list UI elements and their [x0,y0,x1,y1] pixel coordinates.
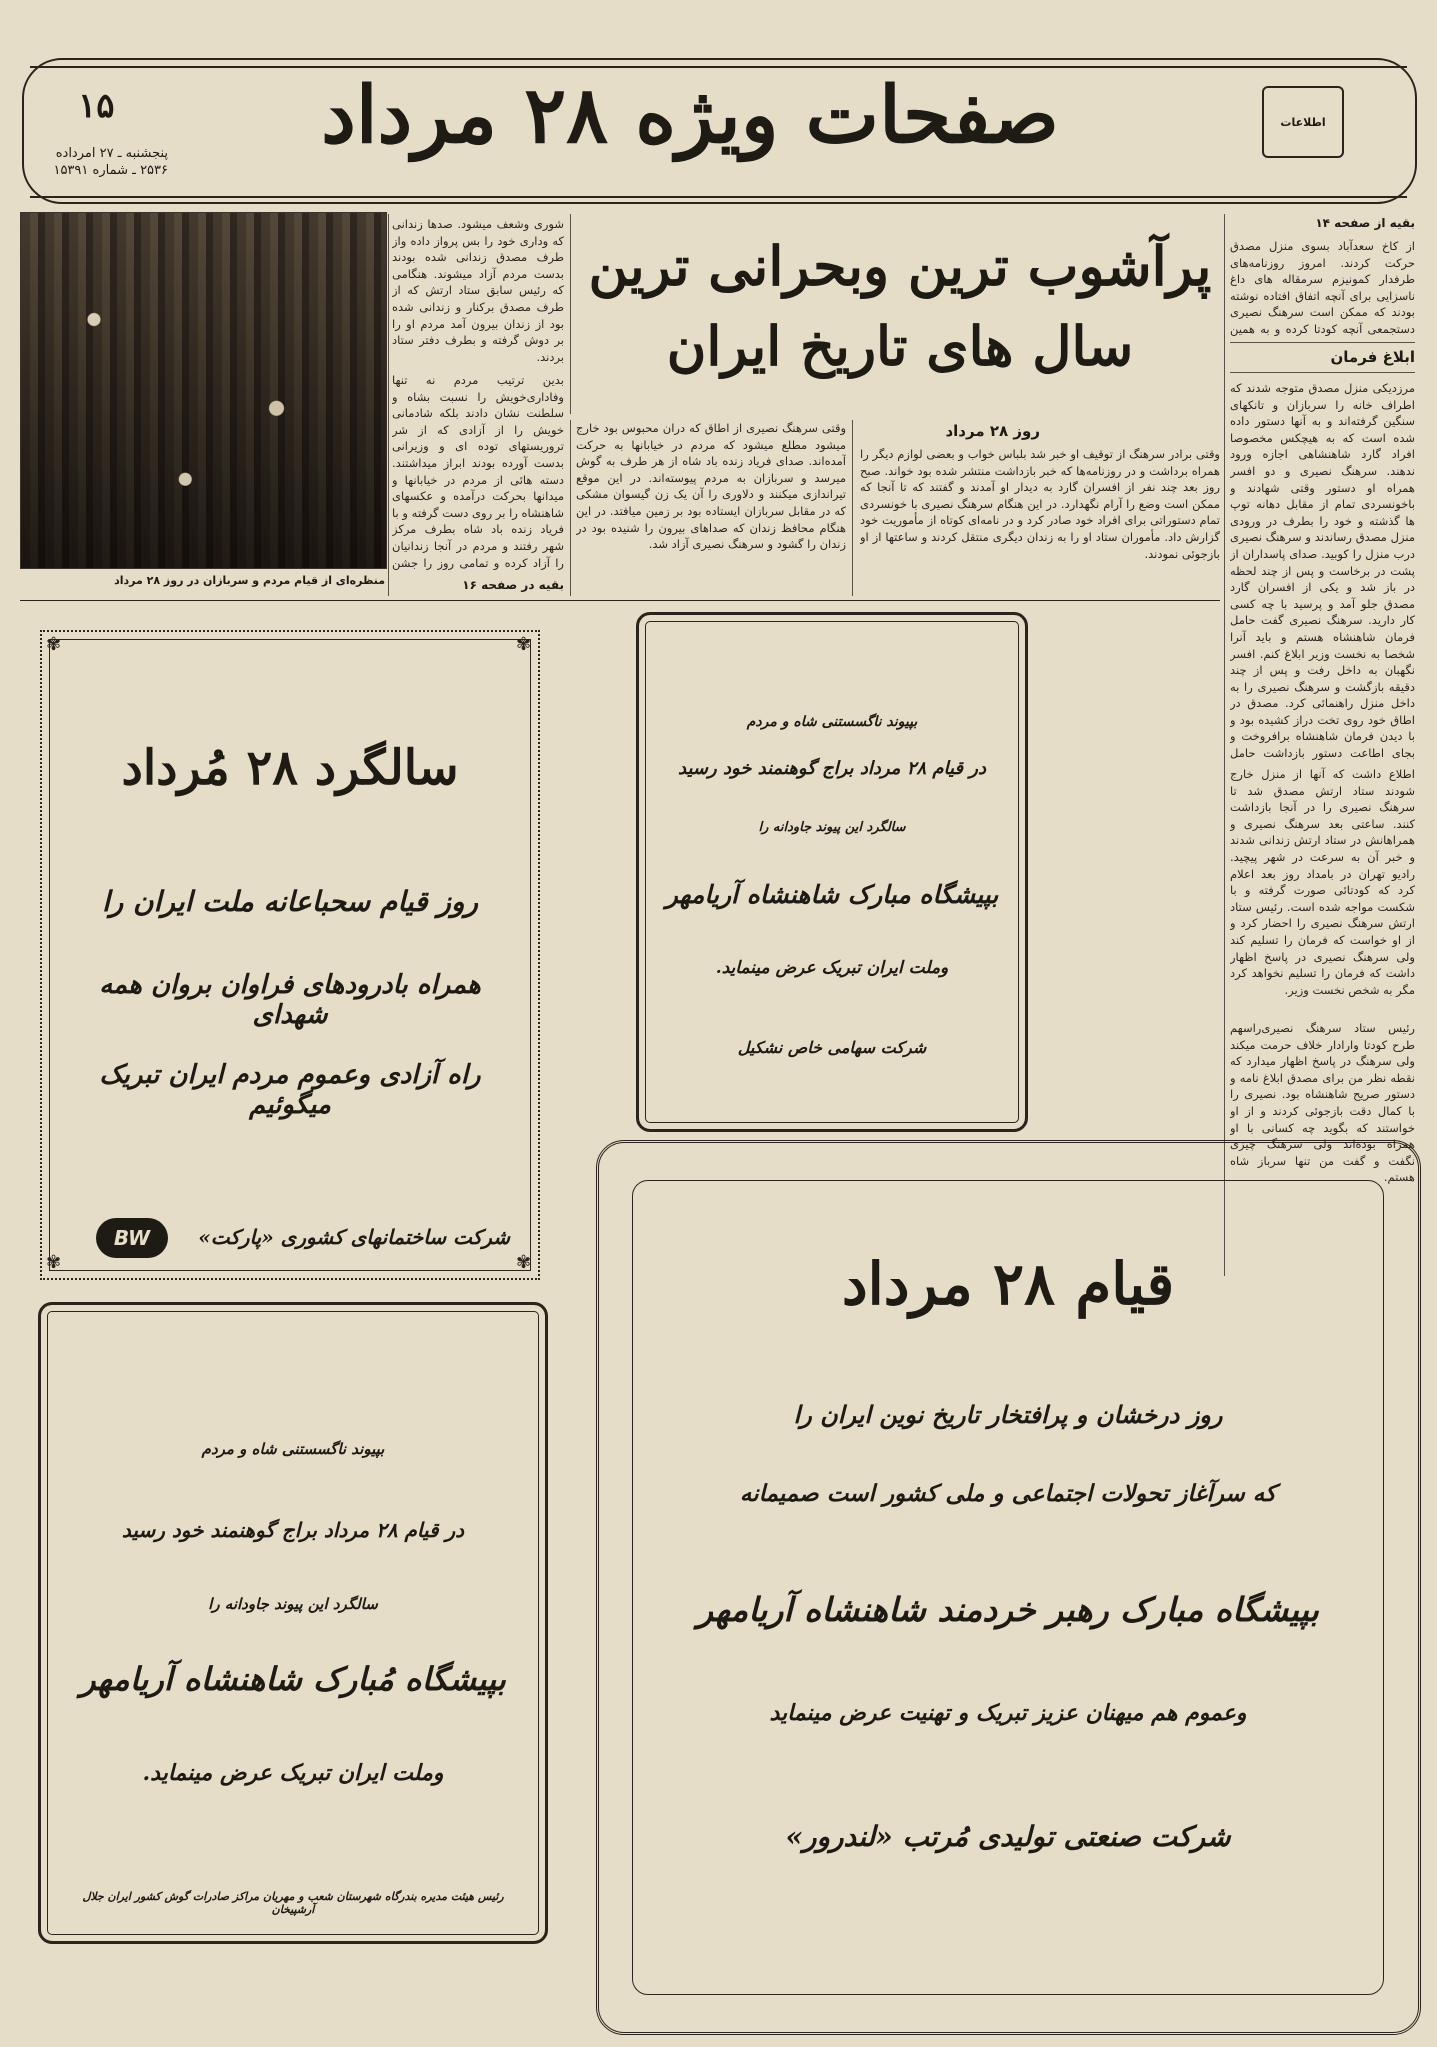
ad-big-line-3: بپیشگاه مبارک رهبر خردمند شاهنشاه آریامهر [697,1590,1319,1629]
ad-left-line-3: سالگرد این پیوند جاودانه را [208,1595,378,1613]
continuation-from: بقیه از صفحه ۱۴ [1315,216,1415,230]
article-column-mid-a: وقتی برادر سرهنگ از توقیف او خبر شد بلباس خواب و بعضی لوازم دیگر را همراه برداشت و در روزنامه‌ها که خبر بازداشت منتشر شده بود خواند. صبح روز بعد چند نفر از افسران گارد به دیدار او آمدند و گفتند که تا آنجا که ممکن است وضع را آرام نگهدارد. در این هنگام سرهنگ نصیری با خونسردی تمام دستوراتی برای افراد خود صادر کرد و در نامه‌ای کوتاه از مأموریت خود گزارش داد. مأموران ستاد او را به زندان دیگری منتقل کردند و ساعتها از او بازجوئی نمودند. [860,447,1220,561]
headline-line-1: پرآشوب ترین وبحرانی ترین [588,234,1212,298]
issue-number: ۲۵۳۶ ـ شماره ۱۵۳۹۱ [53,163,168,178]
ad-center-line-1: بپیوند ناگسستنی شاه و مردم [746,714,918,730]
ad-big-line-1: روز درخشان و پرافتخار تاریخ نوین ایران را [793,1400,1223,1429]
ad-anniversary-line-3: راه آزادی وعموم مردم ایران تبریک میگوئیم [99,1060,481,1120]
page-number: ۱۵ [78,86,115,126]
continuation-to: بقیه در صفحه ۱۶ [462,578,564,592]
article-column-right-bottom: رئیس ستاد سرهنگ نصیری‌راسهم طرح کودتا وارادار خلاف حرمت میکند ولی سرهنگ در پاسخ اظهار میدارد که نقطه نظر من برای مصدق ابلاغ نامه و دستور صریح شاهنشاه بود. نصیری را با کمال دقت بازجوئی کردند و از او خواستند که بگوید چه کسانی با او همراه بوده‌اند ولی سرهنگ چیزی نگفت و گفت من تنها سرباز شاه هستم. [1230,1021,1415,1185]
ad-center-line-3: سالگرد این پیوند جاودانه را [758,820,906,835]
subhead-decree: ابلاغ فرمان [1330,348,1415,366]
newspaper-logo [1262,86,1344,158]
ad-left-line-2: در قیام ۲۸ مرداد براج گوهنمند خود رسید [121,1518,465,1542]
ad-anniversary-sponsor: شرکت ساختمانهای کشوری «پارکت» [198,1225,510,1249]
ad-left-line-1: بپیوند ناگسستنی شاه و مردم [201,1440,385,1458]
flower-ornament-icon: ✾ [516,1252,532,1273]
divider [1230,342,1415,343]
crowd-photo [20,212,387,569]
logo-text: اطلاعات [1280,115,1326,129]
ad-anniversary-title: سالگرد ۲۸ مُرداد [121,740,459,796]
divider [1230,372,1415,373]
column-rule [570,420,571,596]
ad-center-content [656,630,1008,1120]
ad-left-content [60,1320,526,1930]
ad-big-sponsor: شرکت صنعتی تولیدی مُرتب «لندرور» [785,1820,1231,1853]
ad-left-sponsor: رئیس هیئت مدیره بندرگاه شهرستان شعب و مهریان مراکز صادرات گوش کشور ایران جلال آرشپیخان [82,1890,504,1916]
masthead-title: صفحات ویژه ۲۸ مرداد [321,70,1059,161]
ad-big-title: قیام ۲۸ مرداد [841,1250,1175,1318]
flower-ornament-icon: ✾ [46,1252,62,1273]
ad-center-sponsor: شرکت سهامی خاص نشکیل [737,1038,927,1057]
ad-anniversary-line-2: همراه بادرودهای فراوان بروان همه شهدای [99,970,481,1030]
ad-center-line-4: بپیشگاه مبارک شاهنشاه آریامهر [665,880,999,909]
ad-anniversary-line-1: روز قیام سحباعانه ملت ایران را [102,885,478,918]
article-column-right-main: مرزدیکی منزل مصدق متوجه شدند که اطراف خانه را سربازان و تانکهای سنگین گرفته‌اند و به آنها دستور داده شده است که به هیچکس مخصوصا افراد گارد شاهنشاهی اجازه ورود ندهند. سرهنگ نصیری و دو افسر همراه او دستور وقتی شهادند و باخونسردی تمام از مقابل دهانه توپ ها گذشته و خود را بطرف در ورودی منزل مصدق رساندند و سرهنگ نصیری درب منزل را کوبید. صدای پاسداران از پشت در برخاست و پس از چند لحظه در باز شد و یکی از افسران گارد مصدق جلو آمد و پرسید با چه کسی کار دارید. سرهنگ نصیری گفت حامل فرمان شاهنشاه هستم و باید آنرا شخصا به نخست وزیر ابلاغ کنم. افسر نگهبان به داخل رفت و پس از چند دقیقه بازگشت و سرهنگ نصیری را به داخل منزل راهنمائی کرد. مصدق در اطاق خود روی تخت دراز کشیده بود و با دیدن فرمان شاهنشاه برافروخت و بجای اطاعت دستور بازداشت حامل [1230,381,1415,760]
ad-center-line-5: وملت ایران تبریک عرض مینماید. [715,958,949,978]
section-divider [20,600,1220,601]
article-column-left-bottom: بدین ترتیب مردم نه تنها وفاداری‌خویش را نسبت بشاه و سلطنت نشان دادند بلکه شادمانی خویش را از آزادی که از شر تروریستهای توده ای و وزیرانی بدست آورده بودند ابراز میداشتند. دسته هائی از مردم در خیابانها و میدانها بحرکت درآمده و عکسهای شاهنشاه را بر روی دست گرفته و با فریاد زنده باد شاه بطرف مرکز شهر رفتند و مردم در آنجا زندانیان را آزاد کرده و تمامی روز را جشن [392,373,564,570]
ad-anniversary-content [70,640,510,1280]
issue-date: پنجشنبه ـ ۲۷ امرداده [55,146,168,161]
ad-big-line-4: وعموم هم میهنان عزیز تبریک و تهنیت عرض مینماید [769,1700,1247,1726]
article-column-left-top: شوری وشعف میشود. صدها زندانی که وداری خود را بس پرواز داده واز طرف مصدق زندانی شده بودند بدست مردم آزاد میشوند. هنگامی که رئیس سابق ستاد ارتش که از طرف مصدق برکنار و زندانی شده بود از زندان بیرون آمد مردم او را بر دوش گرفته و بطرف دفتر ستاد بردند. [392,217,564,364]
column-rule [388,214,389,596]
bw-logo-badge: BW [96,1218,168,1258]
column-rule [852,420,853,596]
ad-center-line-2: در قیام ۲۸ مرداد براج گوهنمند خود رسید [678,758,986,779]
article-column-right-top: از کاخ سعدآباد بسوی منزل مصدق حرکت کردند. امروز روزنامه‌های طرفدار کمونیزم سرمقاله های داغ ناسزایی برای آنچه اتفاق افتاده نوشته بودند که ممکن است سرهنگ نصیری دستجمعی آنچه کودتا کرده و به همین [1230,239,1415,336]
headline-line-2: سال های تاریخ ایران [666,314,1134,378]
headline [580,226,1220,386]
article-column-right-lower: اطلاع داشت که آنها از منزل خارج شودند ستاد ارتش مصدق شد تا سرهنگ نصیری را در آنجا بازداشت کنند. ساعتی بعد سرهنگ نصیری و همراهانش در ستاد ارتش زندانی شدند و خبر آن به سرعت در شهر پیچید. رادیو تهران در بامداد روز بعد اعلام کرد که کودتائی صورت گرفته و با شکست مواجه شده است. رئیس ستاد ارتش سرهنگ نصیری را احضار کرد و از او خواست که فرمان را تسلیم کند ولی سرهنگ نصیری در پاسخ اظهار داشت که فرمان را تسلیم نخواهد کرد مگر به شخص نخست وزیر. [1230,767,1415,997]
ad-left-line-5: وملت ایران تبریک عرض مینماید. [142,1760,444,1786]
article-column-mid-b: وقتی سرهنگ نصیری از اطاق که دران محبوس بود خارج میشود مطلع میشود که مردم در خیابانها به حرکت آمده‌اند. صدای فریاد زنده باد شاه از هر طرف به گوش میرسد و سربازان به مردم پیوسته‌اند. در این موقع تیراندازی میکنند و دلاوری را آن یک زن گیسوان مشکی که در مقابل سربازان ایستاده بود بر زمین میافتد. در این هنگام محافظ زندان که صداهای بیرون را شنیده بود در زندان را گشود و سرهنگ نصیری آزاد شد. [576,421,846,552]
ad-big-content [640,1190,1376,1990]
subhead-day28: روز ۲۸ مرداد [945,422,1040,440]
column-rule [1224,214,1225,1276]
flower-ornament-icon: ✾ [46,634,62,655]
photo-caption: منظره‌ای از قیام مردم و سربازان در روز ۲۸ مرداد [114,574,385,587]
ad-big-line-2: که سرآغاز تحولات اجتماعی و ملی کشور است صمیمانه [739,1480,1277,1507]
flower-ornament-icon: ✾ [516,634,532,655]
ad-left-line-4: بپیشگاه مُبارک شاهنشاه آریامهر [80,1660,506,1698]
